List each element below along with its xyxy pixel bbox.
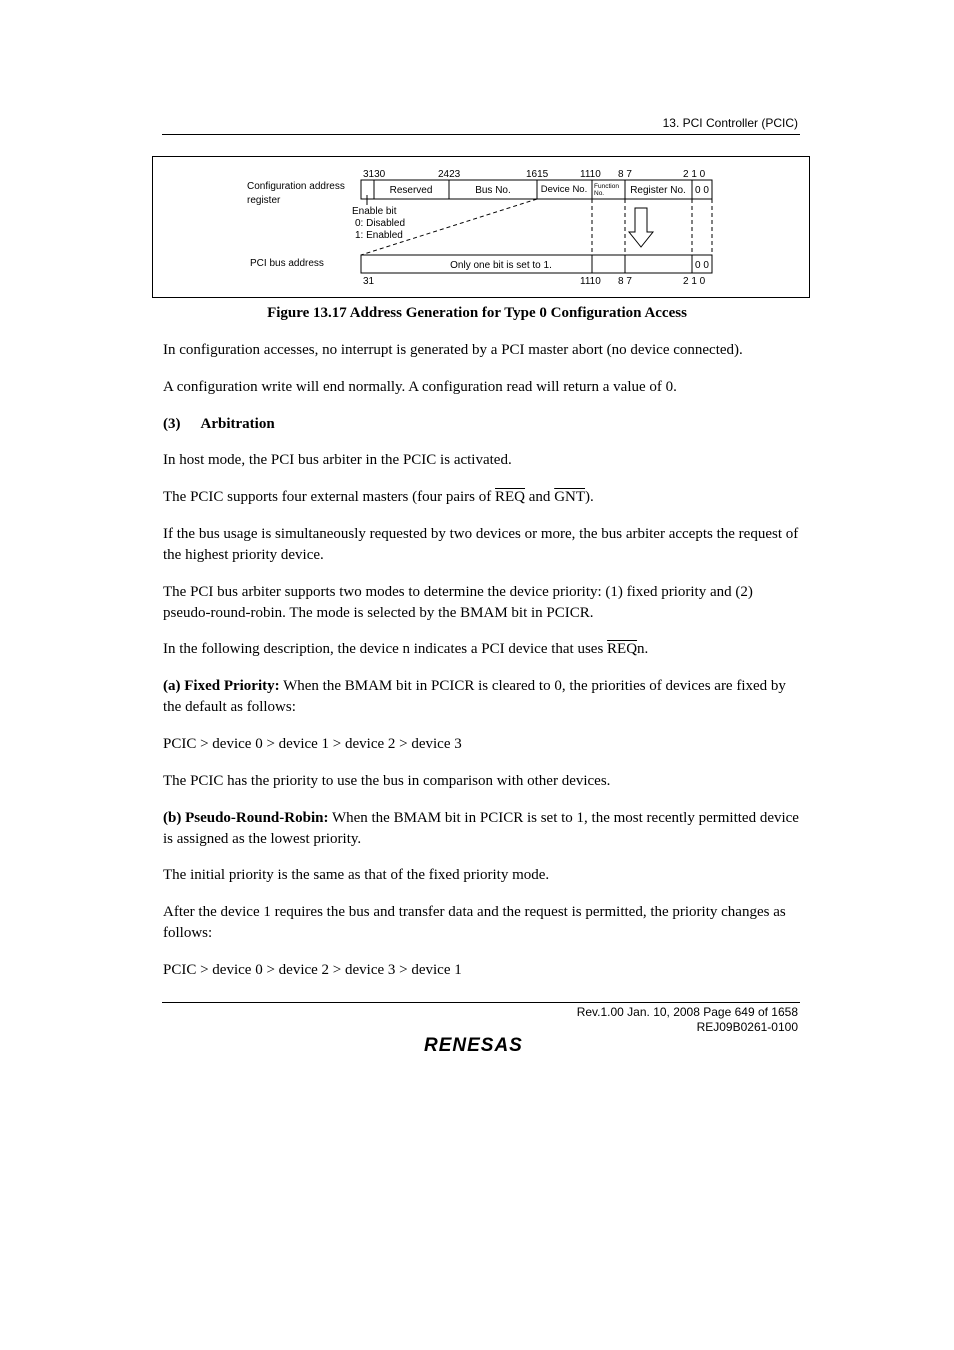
running-header: 13. PCI Controller (PCIC): [662, 116, 798, 130]
section-title: Arbitration: [200, 416, 275, 432]
paragraph: A configuration write will end normally. A configuration read will return a value of 0.: [163, 379, 677, 395]
bit-label-87: 8 7: [618, 169, 632, 180]
paragraph: The PCI bus arbiter supports two modes to determine the device priority: (1) fixed priority and (2) pseudo-round-robin. The mode is selected by the BMAM bit in PCICR.: [163, 584, 753, 621]
paragraph: The PCIC has the priority to use the bus in comparison with other devices.: [163, 773, 611, 789]
round-robin-label: (b) Pseudo-Round-Robin:: [163, 810, 329, 826]
bit-label-210: 2 1 0: [683, 169, 706, 180]
signal-req: $\overline{REQ}$: [607, 641, 638, 657]
text-run: ).: [585, 489, 594, 505]
signal-gnt: $\overline{GNT}$: [554, 489, 586, 505]
enable-bit-title: Enable bit: [352, 206, 397, 217]
figure-caption: Figure 13.17 Address Generation for Type 0 Configuration Access: [267, 305, 687, 321]
bus-field-low-bits: 0 0: [695, 260, 709, 271]
paragraph: [163, 808, 803, 850]
register-label-line1: Configuration address: [247, 181, 345, 192]
header-rule: [162, 134, 800, 135]
field-reserved: Reserved: [389, 185, 433, 196]
footer-rule: [162, 1002, 800, 1003]
text-run: When the BMAM bit in PCICR is cleared to 0, the priorities of devices are fixed by the default as follows:: [163, 678, 786, 715]
pci-bus-address-label: PCI bus address: [250, 258, 324, 269]
field-register-no: Register No.: [630, 185, 686, 196]
field-function-line2: No.: [594, 190, 605, 197]
paragraph: If the bus usage is simultaneously requested by two devices or more, the bus arbiter accepts the request of the highest priority device.: [163, 526, 799, 563]
paragraph: [163, 639, 803, 660]
paragraph: [163, 676, 803, 718]
paragraph: In host mode, the PCI bus arbiter in the PCIC is activated.: [163, 452, 512, 468]
figure-frame: [152, 156, 810, 298]
text-run: In the following description, the device n indicates a PCI device that uses: [163, 641, 608, 657]
text-run: and: [525, 489, 555, 505]
address-diagram: [153, 157, 809, 297]
footer-revision: Rev.1.00 Jan. 10, 2008 Page 649 of 1658: [576, 1005, 798, 1019]
section-number: (3): [163, 416, 181, 432]
field-bus-no: Bus No.: [475, 185, 511, 196]
field-function-line1: Function: [594, 183, 619, 190]
bit-label-3130: 3130: [363, 169, 386, 180]
bit-label-87-bottom: 8 7: [618, 276, 632, 287]
renesas-logo: [424, 1034, 542, 1056]
paragraph: The initial priority is the same as that of the fixed priority mode.: [163, 867, 550, 883]
signal-req: $\overline{REQ}$: [495, 489, 526, 505]
field-device-no: Device No.: [540, 184, 588, 195]
bit-label-1110: 1110: [580, 169, 601, 180]
paragraph: [163, 487, 803, 508]
down-arrow-icon: [629, 208, 653, 247]
text-run: The PCIC supports four external masters (four pairs of: [163, 489, 496, 505]
bit-label-210-bottom: 2 1 0: [683, 276, 706, 287]
text-run: n.: [637, 641, 649, 657]
section-heading: [163, 414, 803, 435]
bit-label-31: 31: [363, 276, 375, 287]
bit-label-1615: 1615: [526, 169, 549, 180]
enable-bit-disabled: 0: Disabled: [355, 218, 406, 229]
paragraph: PCIC > device 0 > device 1 > device 2 > device 3: [163, 736, 462, 752]
renesas-logo-text: RENESAS: [424, 1035, 523, 1056]
register-label-line2: register: [247, 195, 281, 206]
paragraph: After the device 1 requires the bus and transfer data and the request is permitted, the priority changes as follows:: [163, 904, 786, 941]
field-low-bits: 0 0: [695, 185, 709, 196]
bit-label-1110-bottom: 1110: [580, 276, 601, 287]
paragraph: PCIC > device 0 > device 2 > device 3 > device 1: [163, 962, 462, 978]
paragraph: In configuration accesses, no interrupt is generated by a PCI master abort (no device connected).: [163, 342, 743, 358]
bit-label-2423: 2423: [438, 169, 461, 180]
bus-field-only-one-bit: Only one bit is set to 1.: [450, 260, 552, 271]
fixed-priority-label: (a) Fixed Priority:: [163, 678, 280, 694]
footer-doc-code: REJ09B0261-0100: [696, 1020, 798, 1034]
enable-bit-enabled: 1: Enabled: [355, 230, 403, 241]
text-run: When the BMAM bit in PCICR is set to 1, the most recently permitted device is assigned as the lowest priority.: [163, 810, 799, 847]
